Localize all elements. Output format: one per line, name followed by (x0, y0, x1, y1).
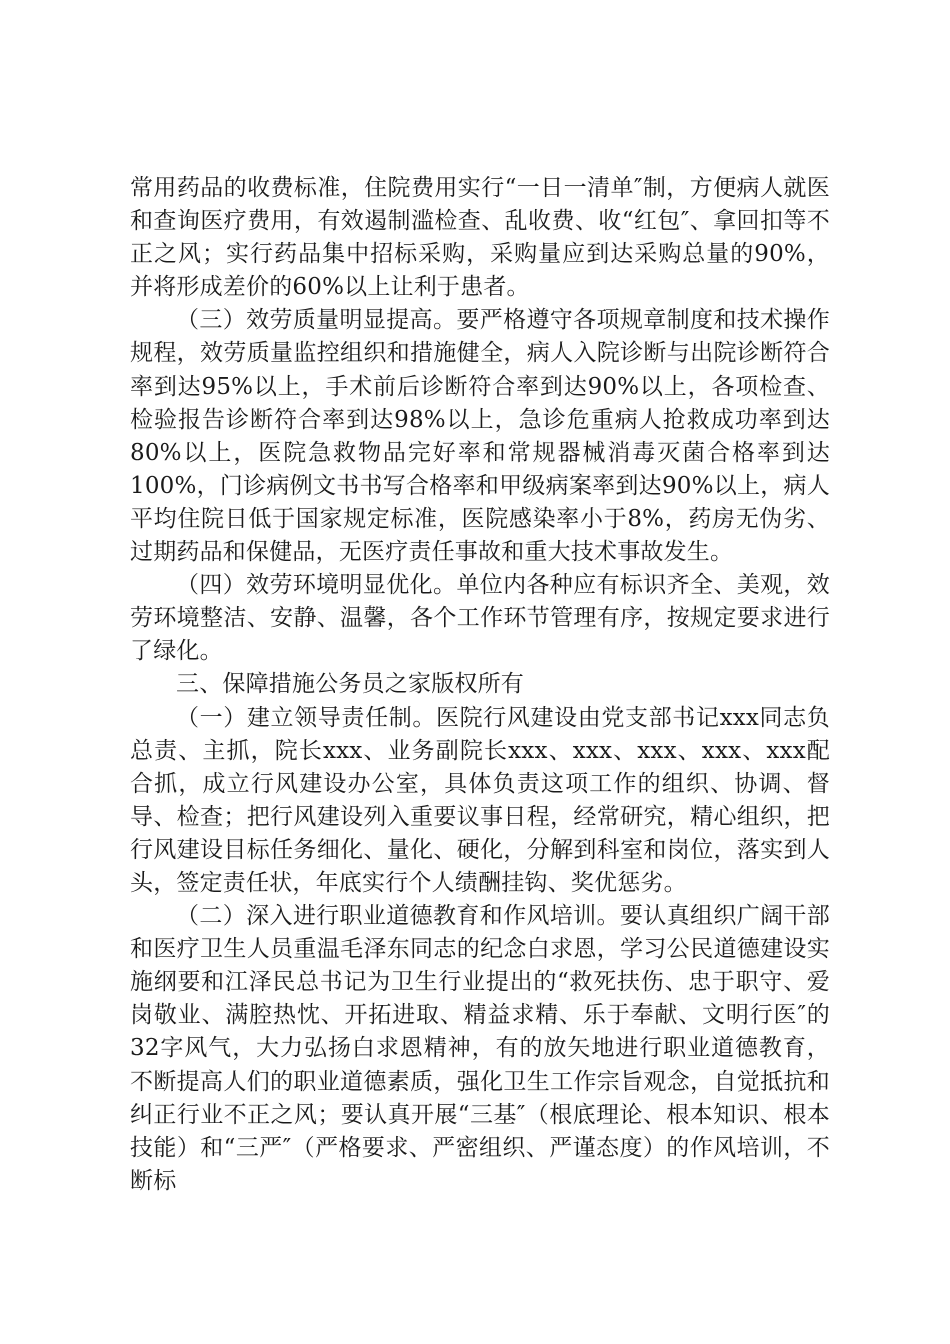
paragraph-ethics-education: （二）深入进行职业道德教育和作风培训。要认真组织广阔干部和医疗卫生人员重温毛泽东同志的纪念白求恩，学习公民道德建设实施纲要和江泽民总书记为卫生行业提出的“救死扶伤、忠于职守、爱岗敬业、满腔热忱、开拓进取、精益求精、乐于奉献、文明行医″的32字风气，大力弘扬白求恩精神，有的放矢地进行职业道德教育，不断提高人们的职业道德素质，强化卫生工作宗旨观念，自觉抵抗和纠正行业不正之风；要认真开展“三基″（根底理论、根本知识、根本技能）和“三严″（严格要求、严密组织、严谨态度）的作风培训，不断标 (130, 903, 830, 1194)
paragraph-fee-standards: 常用药品的收费标准，住院费用实行“一日一清单″制，方便病人就医和查询医疗费用，有效遏制滥检查、乱收费、收“红包″、拿回扣等不正之风；实行药品集中招标采购，采购量应到达采购总量的90%，并将形成差价的60%以上让利于患者。 (130, 175, 830, 301)
document-body (130, 172, 830, 1198)
section-heading-safeguards: 三、保障措施公务员之家版权所有 (176, 671, 524, 698)
paragraph-service-environment: （四）效劳环境明显优化。单位内各种应有标识齐全、美观，效劳环境整洁、安静、温馨，各个工作环节管理有序，按规定要求进行了绿化。 (130, 572, 830, 665)
paragraph-service-quality: （三）效劳质量明显提高。要严格遵守各项规章制度和技术操作规程，效劳质量监控组织和措施健全，病人入院诊断与出院诊断符合率到达95%以上，手术前后诊断符合率到达90%以上，各项检查、检验报告诊断符合率到达98%以上，急诊危重病人抢救成功率到达80%以上，医院急救物品完好率和常规器械消毒灭菌合格率到达100%，门诊病例文书书写合格率和甲级病案率到达90%以上，病人平均住院日低于国家规定标准，医院感染率小于8%，药房无伪劣、过期药品和保健品，无医疗责任事故和重大技术事故发生。 (130, 307, 830, 566)
paragraph-leadership-responsibility: （一）建立领导责任制。医院行风建设由党支部书记xxx同志负总责、主抓，院长xxx、业务副院长xxx、xxx、xxx、xxx、xxx配合抓，成立行风建设办公室，具体负责这项工作的组织、协调、督导、检查；把行风建设列入重要议事日程，经常研究，精心组织，把行风建设目标任务细化、量化、硬化，分解到科室和岗位，落实到人头，签定责任状，年底实行个人绩酬挂钩、奖优惩劣。 (130, 704, 830, 896)
